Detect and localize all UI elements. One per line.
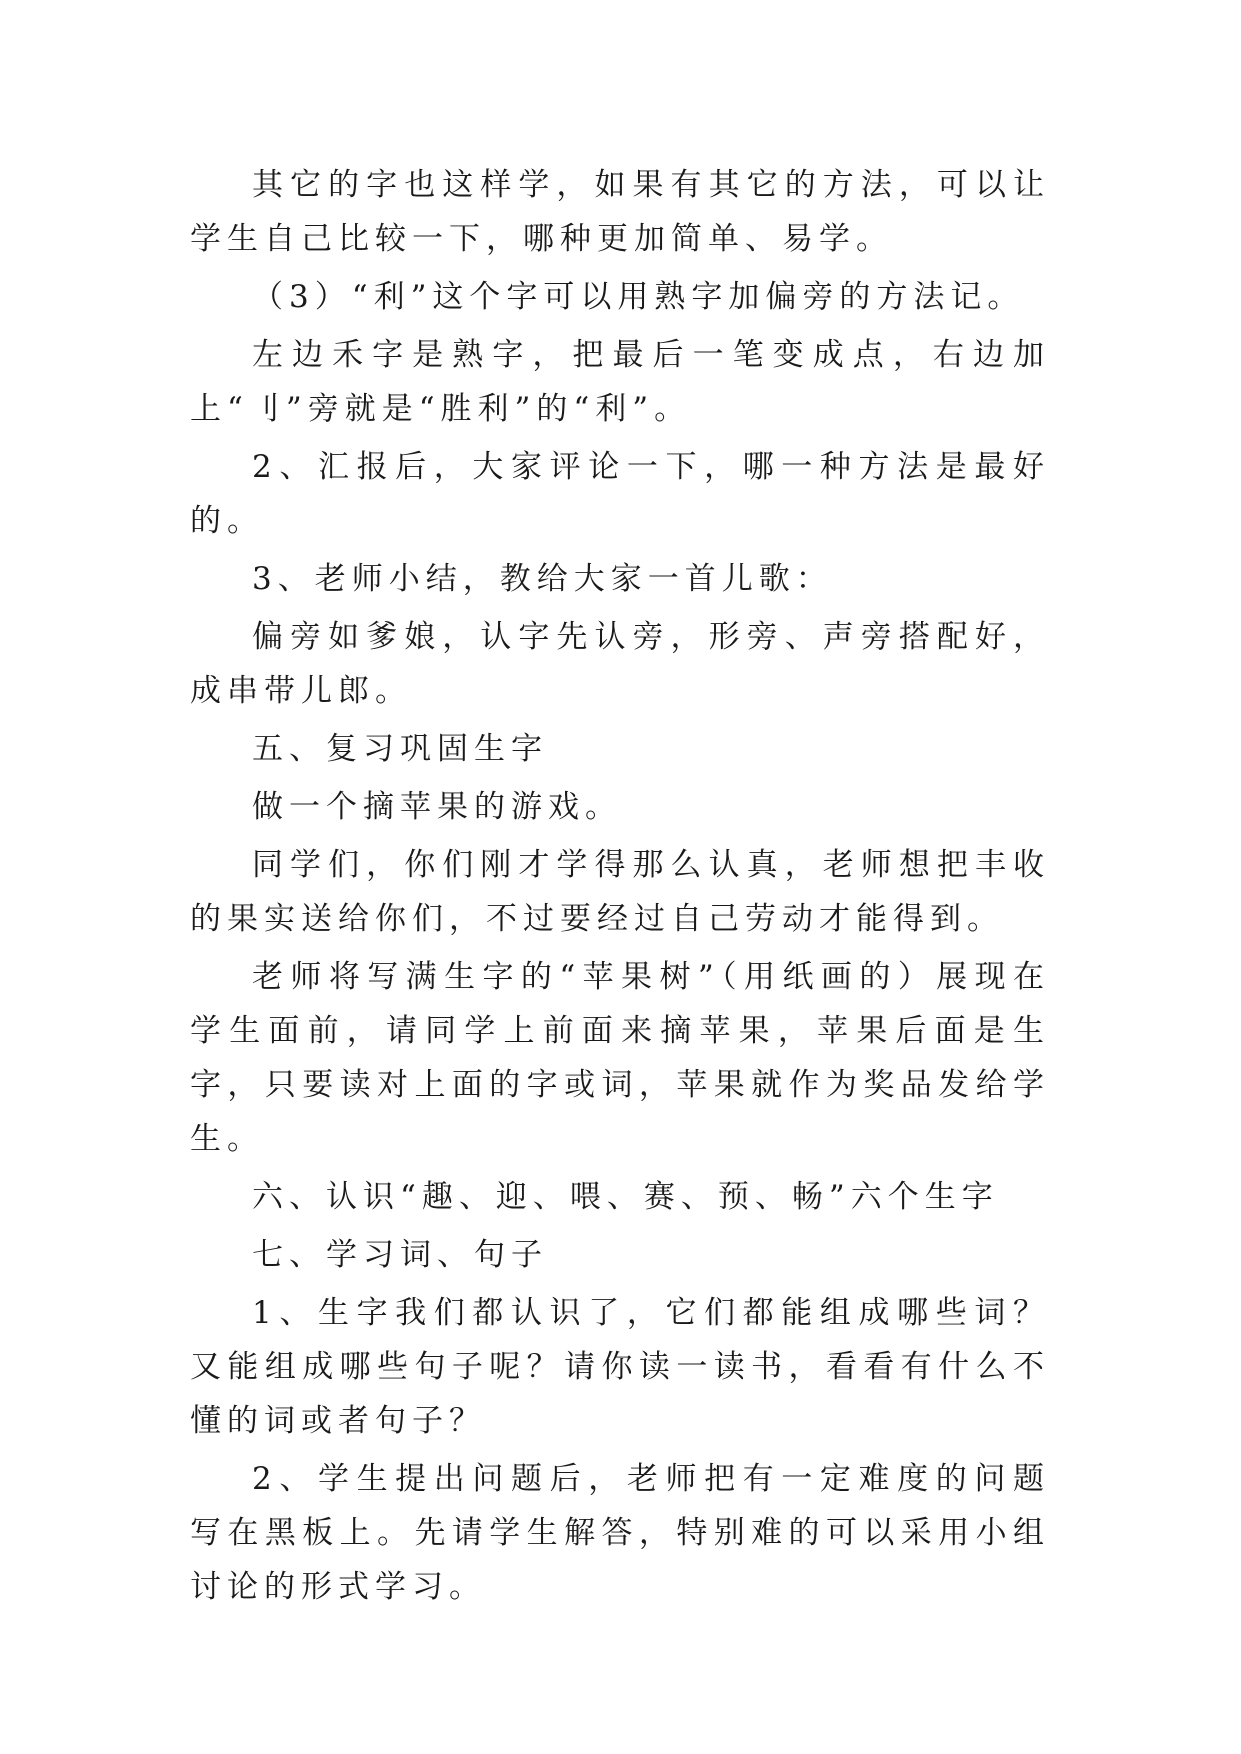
- paragraph: 2、汇报后，大家评论一下，哪一种方法是最好的。: [190, 449, 1050, 539]
- paragraph: 做一个摘苹果的游戏。: [252, 789, 622, 825]
- document-body: [190, 158, 1050, 1618]
- paragraph: 其它的字也这样学，如果有其它的方法，可以让学生自己比较一下，哪种更加简单、易学。: [190, 167, 1050, 257]
- paragraph: 偏旁如爹娘，认字先认旁，形旁、声旁搭配好，成串带儿郎。: [190, 619, 1050, 709]
- section-heading: 七、学习词、句子: [252, 1237, 548, 1273]
- paragraph: 3、老师小结，教给大家一首儿歌：: [252, 561, 833, 597]
- section-heading: 六、认识“趣、迎、喂、赛、预、畅”六个生字: [252, 1179, 999, 1215]
- paragraph: 1、生字我们都认识了，它们都能组成哪些词？又能组成哪些句子呢？请你读一读书，看看有什么不懂的词或者句子？: [190, 1295, 1050, 1439]
- section-heading: 五、复习巩固生字: [252, 731, 548, 767]
- paragraph: （3）“利”这个字可以用熟字加偏旁的方法记。: [252, 279, 1025, 315]
- paragraph: 左边禾字是熟字，把最后一笔变成点，右边加上“刂”旁就是“胜利”的“利”。: [190, 337, 1050, 427]
- paragraph: 老师将写满生字的“苹果树”（用纸画的）展现在学生面前，请同学上前面来摘苹果，苹果后面是生字，只要读对上面的字或词，苹果就作为奖品发给学生。: [190, 959, 1050, 1157]
- paragraph: 同学们，你们刚才学得那么认真，老师想把丰收的果实送给你们，不过要经过自己劳动才能得到。: [190, 847, 1050, 937]
- paragraph: 2、学生提出问题后，老师把有一定难度的问题写在黑板上。先请学生解答，特别难的可以采用小组讨论的形式学习。: [190, 1461, 1050, 1605]
